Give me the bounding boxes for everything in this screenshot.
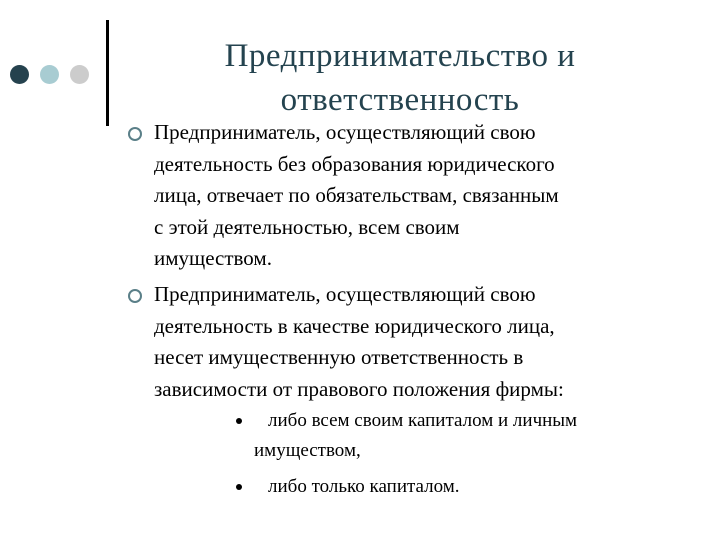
decor-dot-gray xyxy=(70,65,89,84)
bullet-2-line-3: несет имущественную ответственность в xyxy=(154,345,524,369)
sub-item-1-line-2: имуществом, xyxy=(254,440,361,461)
sub-item-2 xyxy=(268,472,460,502)
bullet-1-line-3: лица, отвечает по обязательствам, связанным xyxy=(154,183,559,207)
slide-title-line-1: Предпринимательство и xyxy=(224,38,576,74)
sub-bullet-dot-icon xyxy=(236,484,242,490)
bullet-1-text xyxy=(154,117,559,275)
sub-bullet-dot-icon xyxy=(236,418,242,424)
decor-vertical-line xyxy=(106,20,109,126)
bullet-2-text xyxy=(154,279,564,405)
sub-item-1-line-1: либо всем своим капиталом и личным xyxy=(268,410,578,431)
bullet-2-line-1: Предприниматель, осуществляющий свою xyxy=(154,282,536,306)
bullet-2-line-4: зависимости от правового положения фирмы: xyxy=(154,376,564,401)
bullet-2-line-2: деятельность в качестве юридического лица, xyxy=(154,313,555,338)
slide-title xyxy=(120,34,680,122)
slide-title-line-2: ответственность xyxy=(280,82,520,118)
bullet-ring-icon xyxy=(128,127,142,141)
sub-item-2-line-1: либо только капиталом. xyxy=(268,476,460,497)
bullet-1-line-1: Предприниматель, осуществляющий свою xyxy=(154,120,536,144)
bullet-1-line-5: имуществом. xyxy=(154,246,272,270)
decor-dot-light-blue xyxy=(40,65,59,84)
sub-item-1-continuation xyxy=(254,436,361,466)
sub-item-1 xyxy=(268,406,577,436)
decor-dot-dark xyxy=(10,65,29,84)
bullet-1-line-4: с этой деятельностью, всем своим xyxy=(154,214,460,239)
bullet-ring-icon xyxy=(128,289,142,303)
bullet-1-line-2: деятельность без образования юридического xyxy=(154,151,555,176)
